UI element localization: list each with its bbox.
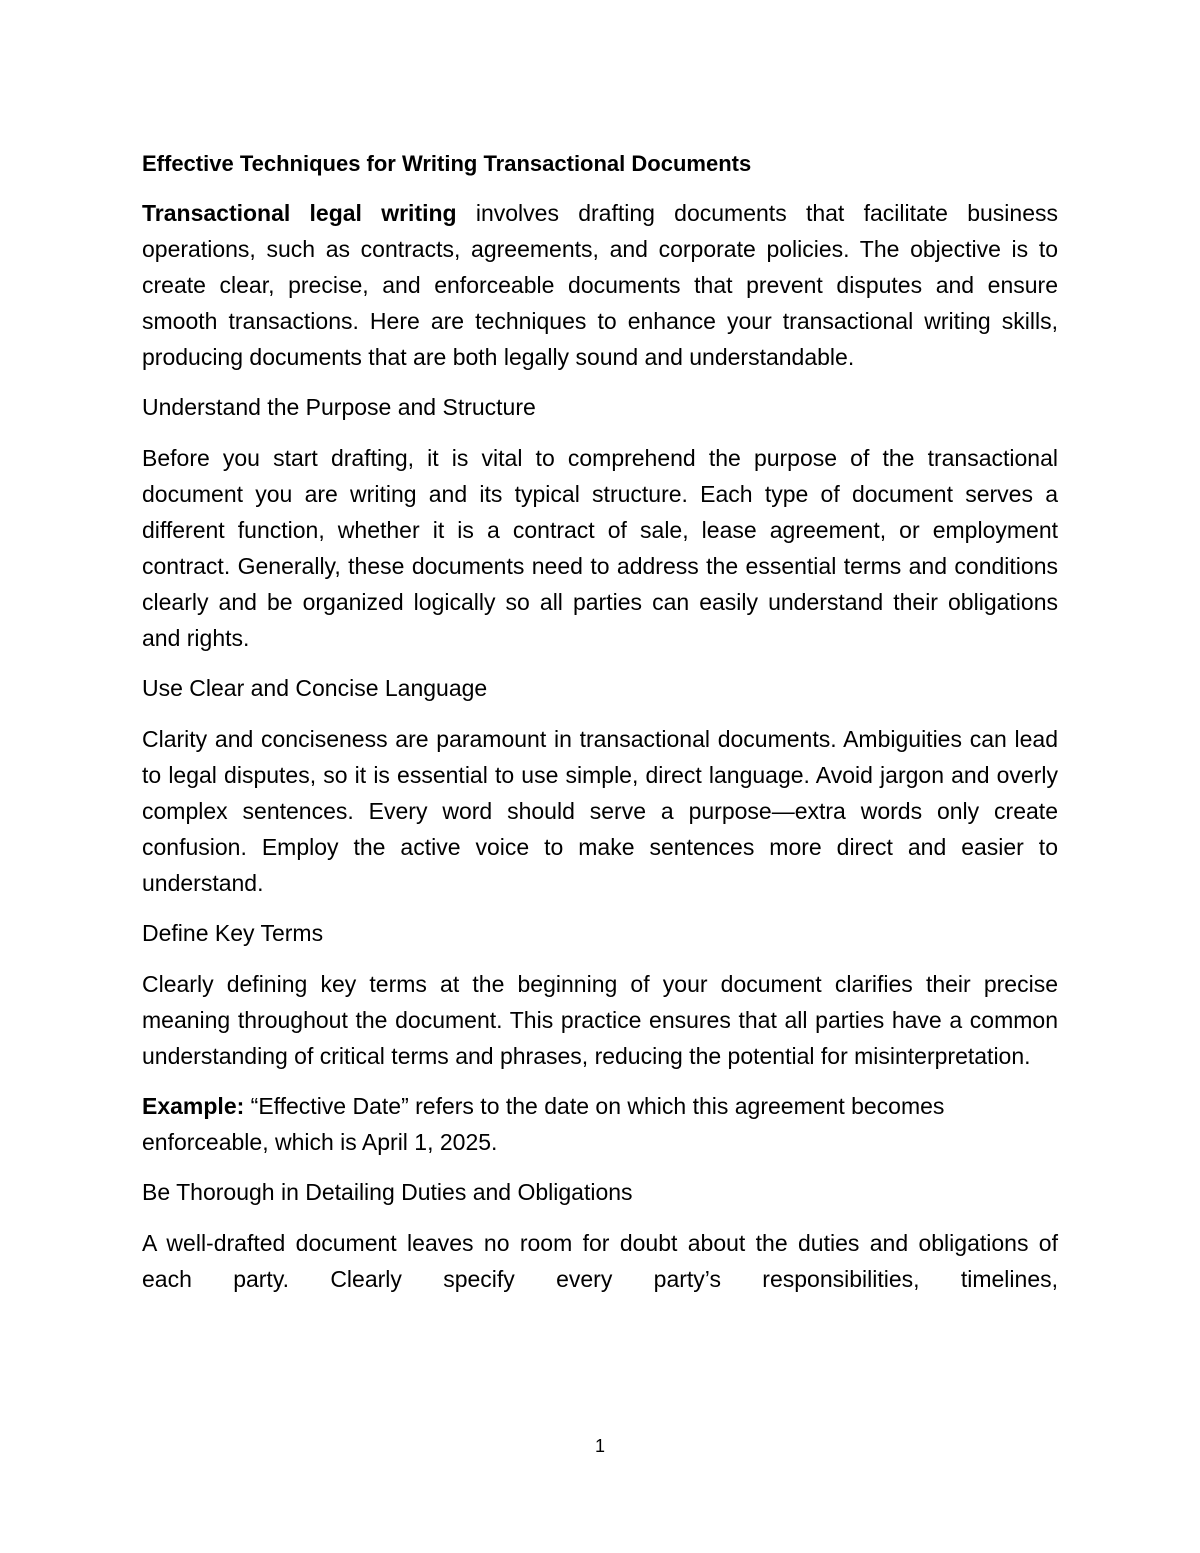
document-title: Effective Techniques for Writing Transactional Documents: [142, 151, 752, 176]
intro-lead-bold: Transactional legal writing: [142, 200, 457, 226]
section-body-purpose: Before you start drafting, it is vital to comprehend the purpose of the transactional document you are writing and its typical structure. Each type of document serves a different function, whether it is a contract of sale, lease agreement, or employment contract. Generally, these documents need to address the essential terms and conditions clearly and be organized logically so all parties can easily understand their obligations and rights.: [142, 445, 1058, 651]
example-text: “Effective Date” refers to the date on which this agreement becomes enforceable, which is April 1, 2025.: [142, 1093, 945, 1155]
section-body-language: Clarity and conciseness are paramount in transactional documents. Ambiguities can lead to legal disputes, so it is essential to use simple, direct language. Avoid jargon and overly complex sentences. Every word should serve a purpose—extra words only create confusion. Employ the active voice to make sentences more direct and easier to understand.: [142, 726, 1058, 896]
document-body: [142, 146, 1058, 1311]
section-body-define-terms: Clearly defining key terms at the beginning of your document clarifies their precise meaning throughout the document. This practice ensures that all parties have a common understanding of critical terms and phrases, reducing the potential for misinterpretation.: [142, 971, 1058, 1069]
section-heading-purpose: Understand the Purpose and Structure: [142, 394, 536, 420]
example-paragraph: [142, 1088, 1058, 1160]
section-body-duties: A well-drafted document leaves no room for doubt about the duties and obligations of each party. Clearly specify every party’s responsibilities, timelines,: [142, 1230, 1058, 1292]
intro-paragraph: [142, 195, 1058, 375]
section-heading-define-terms: Define Key Terms: [142, 920, 324, 946]
example-label: Example:: [142, 1093, 245, 1119]
intro-text: involves drafting documents that facilitate business operations, such as contracts, agreements, and corporate policies. The objective is to create clear, precise, and enforceable documents that prevent disputes and ensure smooth transactions. Here are techniques to enhance your transactional writing skills, producing documents that are both legally sound and understandable.: [142, 200, 1058, 370]
page-number: 1: [594, 1436, 605, 1456]
section-heading-language: Use Clear and Concise Language: [142, 675, 488, 701]
section-heading-duties: Be Thorough in Detailing Duties and Obligations: [142, 1179, 633, 1205]
